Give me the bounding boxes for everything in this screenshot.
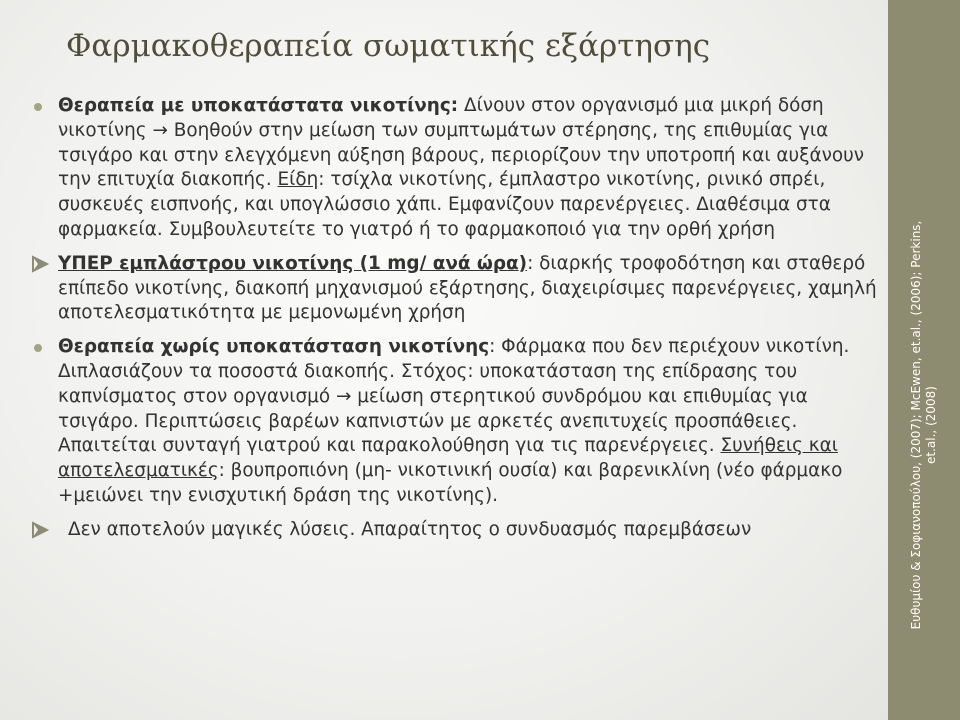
- list-item: [30, 252, 888, 326]
- item-text: : Φάρμακα που δεν περιέχουν νικοτίνη. Διπλασιάζουν τα ποσοστά διακοπής. Στόχος: υποκατάσταση της επίδρασης του καπνίσματος στον οργανισμό: [58, 336, 850, 407]
- bullet-dot-icon: [34, 344, 42, 352]
- arrowhead-bullet-icon: [30, 252, 50, 276]
- bullet-dot-icon: [34, 103, 42, 111]
- slide-title: Φαρμακοθεραπεία σωματικής εξάρτησης: [66, 28, 711, 64]
- item-text: μείωση στερητικού συνδρόμου και επιθυμίας για τσιγάρο. Περιπτώσεις βαρέων καπνιστών με αρκετές ανεπιτυχείς προσπάθειες. Απαιτείται συνταγή γιατρού και παρακολούθηση για τις παρενέργειες.: [58, 385, 808, 457]
- list-item: [30, 335, 888, 509]
- item-underlined-text: Είδη: [277, 169, 319, 191]
- item-text: Βοηθούν στην μείωση των συμπτωμάτων στέρησης, της επιθυμίας για τσιγάρο και στην ελεγχόμενη αύξηση βάρους, περιορίζουν την υποτροπή και αυξάνουν την επιτυχία διακοπής.: [58, 119, 865, 191]
- item-heading: ΥΠΕΡ εμπλάστρου νικοτίνης (1 mg/ ανά ώρα): [58, 252, 528, 274]
- arrowhead-bullet-icon: [30, 518, 50, 542]
- item-heading: Θεραπεία χωρίς υποκατάσταση νικοτίνης: [58, 336, 490, 358]
- arrow-right-icon: →: [335, 385, 352, 407]
- arrow-right-icon: →: [152, 119, 168, 141]
- item-text: : βουπροπιόνη (μη- νικοτινική ουσία) και βαρενικλίνη (νέο φάρμακο +μειώνει την ενισχυτική δράση της νικοτίνης).: [58, 460, 843, 506]
- item-underlined-text: Συνήθεις και αποτελεσματικές: [58, 435, 838, 482]
- item-text: : τσίχλα νικοτίνης, έμπλαστρο νικοτίνης, ρινικό σπρέι, συσκευές εισπνοής, και υπογλώσσιο χάπι. Εμφανίζουν παρενέργειες. Διαθέσιμα στα φαρμακεία. Συμβουλευτείτε το γιατρό ή το φαρμακοποιό για την ορθή χρήση: [58, 169, 831, 240]
- item-text: : διαρκής τροφοδότηση και σταθερό επίπεδο νικοτίνης, διακοπή μηχανισμού εξάρτησης, διαχειρίσιμες παρενέργειες, χαμηλή αποτελεσματικότητα με μεμονωμένη χρήση: [58, 252, 877, 324]
- list-item: [30, 94, 888, 243]
- item-text: Δεν αποτελούν μαγικές λύσεις. Απαραίτητος ο συνδυασμός παρεμβάσεων: [68, 518, 752, 540]
- citation-note: Ευθυμίου & Σοφιανοπούλου, (2007); McEwen, et.al., (2006); Perkins, et.al., (2008): [909, 220, 938, 630]
- bullet-list: [30, 94, 888, 552]
- item-heading: Θεραπεία με υποκατάστατα νικοτίνης:: [58, 95, 459, 116]
- list-item: [30, 518, 888, 543]
- item-text: Δίνουν στον οργανισμό μια μικρή δόση νικοτίνης: [58, 95, 824, 141]
